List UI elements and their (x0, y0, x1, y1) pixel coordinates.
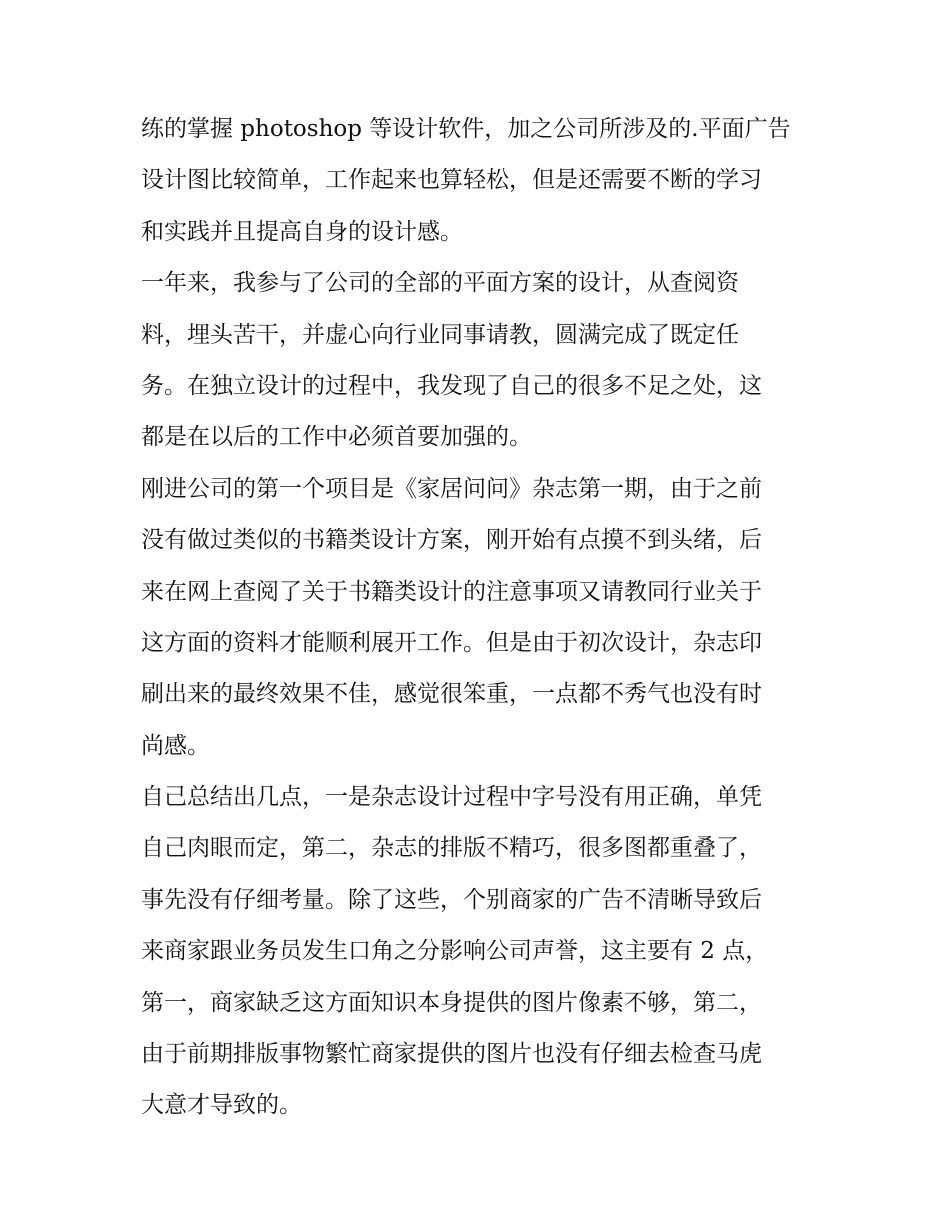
text-line: 务。在独立设计的过程中，我发现了自己的很多不足之处，这 (141, 372, 762, 399)
text-line: 都是在以后的工作中必须首要加强的。 (141, 424, 532, 451)
text-line: 练的掌握 photoshop 等设计软件，加之公司所涉及的.平面广告 (141, 116, 791, 142)
text-line: 尚感。 (141, 732, 210, 759)
text-line: 和实践并且提高自身的设计感。 (141, 218, 463, 245)
text-line: 由于前期排版事物繁忙商家提供的图片也没有仔细去检查马虎 (141, 1041, 762, 1068)
body-text (141, 104, 813, 1132)
text-line: 一年来，我参与了公司的全部的平面方案的设计，从查阅资 (141, 270, 739, 297)
text-line: 自己总结出几点，一是杂志设计过程中字号没有用正确，单凭 (141, 784, 762, 811)
text-line: 料，埋头苦干，并虚心向行业同事请教，圆满完成了既定任 (141, 321, 739, 348)
text-line: 刷出来的最终效果不佳，感觉很笨重，一点都不秀气也没有时 (141, 681, 762, 708)
text-line: 刚进公司的第一个项目是《家居问问》杂志第一期，由于之前 (141, 475, 762, 502)
text-line: 来在网上查阅了关于书籍类设计的注意事项又请教同行业关于 (141, 578, 762, 605)
text-line: 事先没有仔细考量。除了这些，个别商家的广告不清晰导致后 (141, 886, 762, 913)
text-line: 设计图比较简单，工作起来也算轻松，但是还需要不断的学习 (141, 167, 762, 194)
text-line: 自己肉眼而定，第二，杂志的排版不精巧，很多图都重叠了， (141, 835, 762, 862)
text-line: 来商家跟业务员发生口角之分影响公司声誉，这主要有 2 点， (141, 938, 769, 965)
text-line: 这方面的资料才能顺利展开工作。但是由于初次设计，杂志印 (141, 629, 762, 656)
text-line: 第一，商家缺乏这方面知识本身提供的图片像素不够，第二， (141, 989, 762, 1016)
text-line: 大意才导致的。 (141, 1092, 302, 1119)
text-line: 没有做过类似的书籍类设计方案，刚开始有点摸不到头绪，后 (141, 527, 762, 554)
